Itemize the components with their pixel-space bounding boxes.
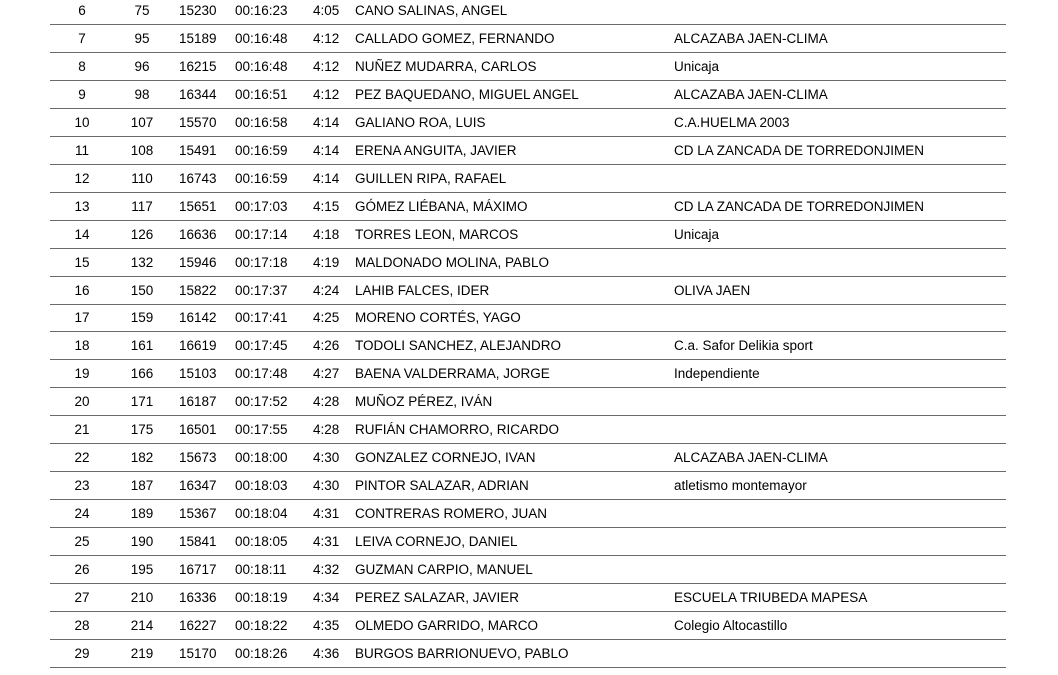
runner-name-cell: PEZ BAQUEDANO, MIGUEL ANGEL — [355, 86, 579, 102]
finish-time-cell: 00:17:48 — [235, 366, 288, 382]
bib-number-cell: 16636 — [179, 226, 217, 242]
finish-time-cell: 00:18:05 — [235, 534, 288, 550]
pace-cell: 4:31 — [313, 534, 340, 550]
bib-number-cell: 16347 — [179, 478, 217, 494]
table-row — [0, 193, 1058, 221]
bib-number-cell: 15170 — [179, 645, 217, 661]
table-row — [0, 81, 1058, 109]
table-row — [0, 0, 1058, 25]
club-cell — [674, 416, 1004, 443]
runner-name-cell: GUZMAN CARPIO, MANUEL — [355, 562, 533, 577]
table-row — [0, 416, 1058, 444]
overall-position-cell: 214 — [130, 617, 154, 633]
bib-number-cell: 15367 — [179, 506, 217, 522]
finish-time-cell: 00:16:51 — [235, 86, 288, 102]
table-row — [0, 472, 1058, 500]
overall-position-cell: 95 — [134, 30, 150, 46]
pace-cell: 4:18 — [313, 226, 340, 242]
bib-number-cell: 16344 — [179, 86, 217, 102]
pace-cell: 4:24 — [313, 282, 340, 298]
pace-cell: 4:30 — [313, 450, 340, 466]
club-cell: ALCAZABA JAEN-CLIMA — [674, 450, 828, 466]
club-cell — [674, 304, 1004, 331]
club-cell: Colegio Altocastillo — [674, 617, 788, 633]
bib-number-cell: 15189 — [179, 30, 217, 46]
position-cell: 27 — [74, 589, 90, 605]
bib-number-cell: 16227 — [179, 617, 217, 633]
position-cell: 20 — [74, 394, 90, 410]
runner-name-cell: OLMEDO GARRIDO, MARCO — [355, 617, 539, 633]
pace-cell: 4:12 — [313, 58, 340, 74]
finish-time-cell: 00:16:48 — [235, 30, 288, 46]
table-row — [0, 444, 1058, 472]
pace-cell: 4:27 — [313, 366, 340, 382]
club-cell: OLIVA JAEN — [674, 282, 751, 298]
overall-position-cell: 96 — [134, 58, 150, 74]
table-row — [0, 360, 1058, 388]
finish-time-cell: 00:16:58 — [235, 114, 288, 130]
finish-time-cell: 00:16:23 — [235, 3, 288, 18]
overall-position-cell: 107 — [130, 114, 154, 130]
runner-name-cell: ERENA ANGUITA, JAVIER — [355, 142, 517, 158]
runner-name-cell: NUÑEZ MUDARRA, CARLOS — [355, 58, 537, 74]
runner-name-cell: MALDONADO MOLINA, PABLO — [355, 254, 550, 270]
runner-name-cell: CANO SALINAS, ANGEL — [355, 3, 508, 18]
club-cell — [674, 165, 1004, 192]
pace-cell: 4:26 — [313, 338, 340, 354]
pace-cell: 4:14 — [313, 114, 340, 130]
pace-cell: 4:35 — [313, 617, 340, 633]
pace-cell: 4:05 — [313, 3, 340, 18]
finish-time-cell: 00:17:52 — [235, 394, 288, 410]
runner-name-cell: MORENO CORTÉS, YAGO — [355, 310, 521, 326]
club-cell: C.A.HUELMA 2003 — [674, 114, 790, 130]
table-row — [0, 500, 1058, 528]
pace-cell: 4:36 — [313, 645, 340, 661]
bib-number-cell: 16336 — [179, 589, 217, 605]
finish-time-cell: 00:18:00 — [235, 450, 288, 466]
table-row — [0, 249, 1058, 277]
finish-time-cell: 00:17:37 — [235, 282, 288, 298]
pace-cell: 4:12 — [313, 30, 340, 46]
pace-cell: 4:28 — [313, 422, 340, 438]
runner-name-cell: PINTOR SALAZAR, ADRIAN — [355, 478, 529, 494]
club-cell: C.a. Safor Delikia sport — [674, 338, 813, 354]
position-cell: 24 — [74, 506, 90, 522]
bib-number-cell: 15103 — [179, 366, 217, 382]
finish-time-cell: 00:18:22 — [235, 617, 288, 633]
overall-position-cell: 150 — [130, 282, 154, 298]
bib-number-cell: 15491 — [179, 142, 217, 158]
finish-time-cell: 00:18:03 — [235, 478, 288, 494]
position-cell: 12 — [74, 170, 90, 186]
position-cell: 11 — [74, 142, 89, 158]
bib-number-cell: 15651 — [179, 198, 217, 214]
position-cell: 18 — [74, 338, 90, 354]
position-cell: 6 — [78, 3, 86, 18]
runner-name-cell: LEIVA CORNEJO, DANIEL — [355, 534, 518, 550]
overall-position-cell: 110 — [131, 170, 153, 186]
table-row — [0, 584, 1058, 612]
overall-position-cell: 187 — [130, 478, 154, 494]
runner-name-cell: MUÑOZ PÉREZ, IVÁN — [355, 394, 493, 410]
overall-position-cell: 190 — [130, 534, 154, 550]
finish-time-cell: 00:17:18 — [235, 254, 288, 270]
bib-number-cell: 15822 — [179, 282, 217, 298]
runner-name-cell: GUILLEN RIPA, RAFAEL — [355, 170, 507, 186]
bib-number-cell: 16142 — [179, 310, 217, 326]
overall-position-cell: 171 — [130, 394, 154, 410]
overall-position-cell: 189 — [130, 506, 154, 522]
bib-number-cell: 16619 — [179, 338, 217, 354]
club-cell: ALCAZABA JAEN-CLIMA — [674, 86, 828, 102]
club-cell — [674, 640, 1004, 667]
runner-name-cell: PEREZ SALAZAR, JAVIER — [355, 589, 520, 605]
club-cell: Unicaja — [674, 58, 720, 74]
runner-name-cell: GÓMEZ LIÉBANA, MÁXIMO — [355, 198, 528, 214]
table-row — [0, 25, 1058, 53]
club-cell: CD LA ZANCADA DE TORREDONJIMEN — [674, 198, 925, 214]
overall-position-cell: 161 — [130, 338, 154, 354]
bib-number-cell: 15946 — [179, 254, 217, 270]
runner-name-cell: BURGOS BARRIONUEVO, PABLO — [355, 645, 569, 661]
table-row — [0, 388, 1058, 416]
pace-cell: 4:31 — [313, 506, 340, 522]
overall-position-cell: 75 — [134, 3, 150, 18]
pace-cell: 4:15 — [313, 198, 340, 214]
position-cell: 17 — [74, 310, 90, 326]
club-cell: Independiente — [674, 366, 760, 382]
finish-time-cell: 00:17:14 — [235, 226, 288, 242]
table-row — [0, 612, 1058, 640]
club-cell — [674, 528, 1004, 555]
table-row — [0, 528, 1058, 556]
pace-cell: 4:28 — [313, 394, 340, 410]
bib-number-cell: 16743 — [179, 170, 217, 186]
club-cell: Unicaja — [674, 226, 720, 242]
position-cell: 21 — [74, 422, 90, 438]
runner-name-cell: CALLADO GOMEZ, FERNANDO — [355, 30, 555, 46]
overall-position-cell: 108 — [130, 142, 154, 158]
position-cell: 13 — [74, 198, 90, 214]
runner-name-cell: BAENA VALDERRAMA, JORGE — [355, 366, 550, 382]
club-cell: ESCUELA TRIUBEDA MAPESA — [674, 589, 868, 605]
finish-time-cell: 00:17:41 — [235, 310, 288, 326]
finish-time-cell: 00:16:48 — [235, 58, 288, 74]
position-cell: 23 — [74, 478, 90, 494]
table-row — [0, 109, 1058, 137]
finish-time-cell: 00:17:03 — [235, 198, 288, 214]
overall-position-cell: 175 — [130, 422, 154, 438]
overall-position-cell: 182 — [130, 450, 154, 466]
pace-cell: 4:12 — [313, 86, 340, 102]
table-row — [0, 221, 1058, 249]
bib-number-cell: 15570 — [179, 114, 217, 130]
club-cell — [674, 0, 1004, 24]
runner-name-cell: TORRES LEON, MARCOS — [355, 226, 519, 242]
pace-cell: 4:32 — [313, 562, 340, 577]
club-cell — [674, 388, 1004, 415]
table-row — [0, 165, 1058, 193]
position-cell: 7 — [78, 30, 86, 46]
runner-name-cell: GONZALEZ CORNEJO, IVAN — [355, 450, 536, 466]
runner-name-cell: RUFIÁN CHAMORRO, RICARDO — [355, 422, 560, 438]
finish-time-cell: 00:17:55 — [235, 422, 288, 438]
table-row — [0, 277, 1058, 305]
position-cell: 26 — [74, 562, 90, 577]
finish-time-cell: 00:18:26 — [235, 645, 288, 661]
bib-number-cell: 16501 — [179, 422, 217, 438]
club-cell — [674, 249, 1004, 276]
bib-number-cell: 15673 — [179, 450, 217, 466]
finish-time-cell: 00:18:04 — [235, 506, 288, 522]
overall-position-cell: 166 — [130, 366, 154, 382]
club-cell: atletismo montemayor — [674, 478, 807, 494]
table-row — [0, 556, 1058, 584]
overall-position-cell: 126 — [130, 226, 154, 242]
position-cell: 14 — [74, 226, 90, 242]
bib-number-cell: 15230 — [179, 3, 217, 18]
position-cell: 15 — [74, 254, 90, 270]
bib-number-cell: 15841 — [179, 534, 217, 550]
position-cell: 29 — [74, 645, 90, 661]
runner-name-cell: LAHIB FALCES, IDER — [355, 282, 490, 298]
pace-cell: 4:14 — [313, 142, 340, 158]
runner-name-cell: TODOLI SANCHEZ, ALEJANDRO — [355, 338, 562, 354]
overall-position-cell: 210 — [130, 589, 154, 605]
table-row — [0, 640, 1058, 668]
position-cell: 9 — [78, 86, 86, 102]
pace-cell: 4:34 — [313, 589, 340, 605]
pace-cell: 4:19 — [313, 254, 340, 270]
bib-number-cell: 16717 — [179, 562, 217, 577]
overall-position-cell: 195 — [130, 562, 154, 577]
runner-name-cell: GALIANO ROA, LUIS — [355, 114, 486, 130]
overall-position-cell: 159 — [130, 310, 154, 326]
overall-position-cell: 98 — [134, 86, 150, 102]
table-row — [0, 53, 1058, 81]
row-divider — [50, 667, 1006, 668]
position-cell: 8 — [78, 58, 86, 74]
table-row — [0, 332, 1058, 360]
position-cell: 16 — [74, 282, 90, 298]
bib-number-cell: 16187 — [179, 394, 217, 410]
finish-time-cell: 00:18:11 — [235, 562, 287, 577]
runner-name-cell: CONTRERAS ROMERO, JUAN — [355, 506, 548, 522]
club-cell: ALCAZABA JAEN-CLIMA — [674, 30, 828, 46]
club-cell — [674, 556, 1004, 583]
pace-cell: 4:14 — [313, 170, 340, 186]
position-cell: 25 — [74, 534, 90, 550]
bib-number-cell: 16215 — [179, 58, 217, 74]
finish-time-cell: 00:17:45 — [235, 338, 288, 354]
overall-position-cell: 132 — [130, 254, 154, 270]
pace-cell: 4:30 — [313, 478, 340, 494]
finish-time-cell: 00:16:59 — [235, 142, 288, 158]
table-row — [0, 137, 1058, 165]
club-cell: CD LA ZANCADA DE TORREDONJIMEN — [674, 142, 925, 158]
position-cell: 10 — [74, 114, 90, 130]
overall-position-cell: 117 — [131, 198, 153, 214]
position-cell: 19 — [74, 366, 90, 382]
position-cell: 22 — [74, 450, 90, 466]
pace-cell: 4:25 — [313, 310, 340, 326]
overall-position-cell: 219 — [130, 645, 154, 661]
table-row — [0, 304, 1058, 332]
finish-time-cell: 00:16:59 — [235, 170, 288, 186]
club-cell — [674, 500, 1004, 527]
position-cell: 28 — [74, 617, 90, 633]
finish-time-cell: 00:18:19 — [235, 589, 288, 605]
